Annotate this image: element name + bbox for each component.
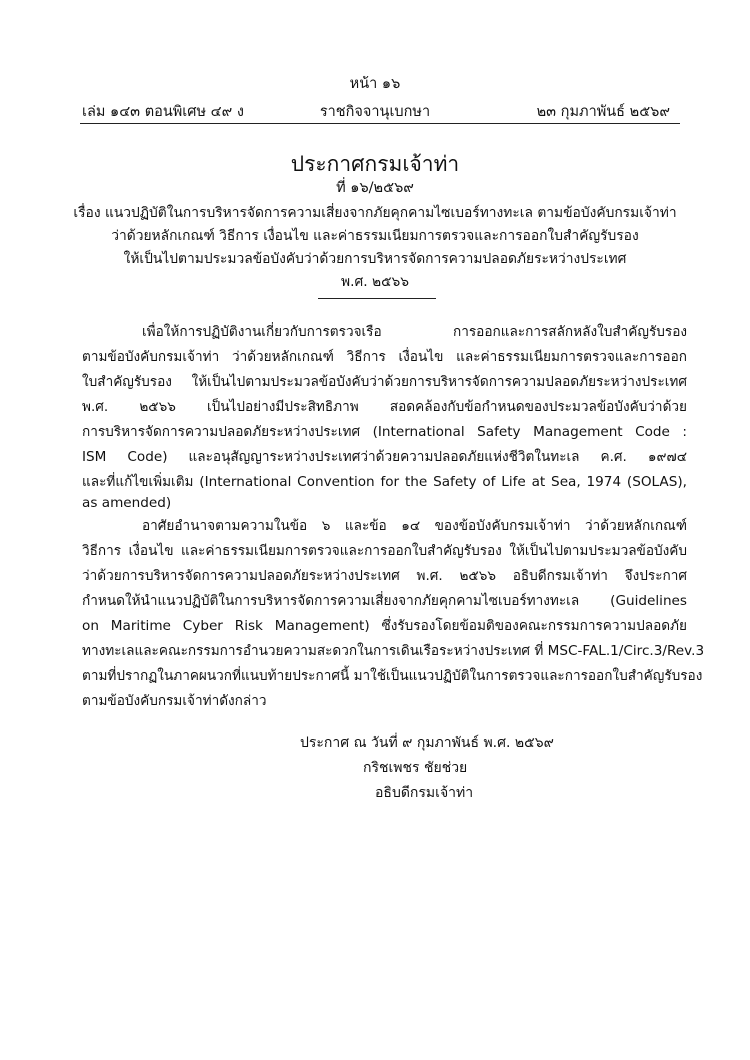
- text-line: ว่าด้วยการบริหารจัดการความปลอดภัยระหว่างประเทศ พ.ศ. ๒๕๖๖ อธิบดีกรมเจ้าท่า จึงประกาศ: [82, 568, 687, 584]
- announcement-number: ที่ ๑๖/๒๕๖๙: [336, 180, 414, 196]
- text-line: ใบสำคัญรับรอง ให้เป็นไปตามประมวลข้อบังคับว่าด้วยการบริหารจัดการความปลอดภัยระหว่างประเทศ: [82, 374, 687, 390]
- gazette-volume: เล่ม ๑๔๓ ตอนพิเศษ ๔๙ ง: [82, 104, 244, 120]
- text-line: on Maritime Cyber Risk Management) ซึ่งรับรองโดยข้อมติของคณะกรรมการความปลอดภัย: [82, 618, 687, 634]
- gazette-date: ๒๓ กุมภาพันธ์ ๒๕๖๙: [536, 104, 670, 120]
- subject-line: ว่าด้วยหลักเกณฑ์ วิธีการ เงื่อนไข และค่าธรรมเนียมการตรวจและการออกใบสำคัญรับรอง: [111, 228, 639, 244]
- text-line: ทางทะเลและคณะกรรมการอำนวยความสะดวกในการเดินเรือระหว่างประเทศ ที่ MSC-FAL.1/Circ.3/Rev.3: [82, 643, 705, 659]
- text-line: กำหนดให้นำแนวปฏิบัติในการบริหารจัดการความเสี่ยงจากภัยคุกคามไซเบอร์ทางทะเล (Guidelines: [82, 593, 687, 609]
- text-line: การบริหารจัดการความปลอดภัยระหว่างประเทศ (International Safety Management Code :: [82, 424, 687, 440]
- header-divider: [80, 123, 680, 124]
- text-line: วิธีการ เงื่อนไข และค่าธรรมเนียมการตรวจและการออกใบสำคัญรับรอง ให้เป็นไปตามประมวลข้อบังคับ: [82, 543, 687, 559]
- signatory-name: กริชเพชร ชัยช่วย: [363, 760, 468, 776]
- text-line: และที่แก้ไขเพิ่มเติม (International Convention for the Safety of Life at Sea, 1974 (SOLAS),: [82, 474, 687, 490]
- subject-line: เรื่อง แนวปฏิบัติในการบริหารจัดการความเสี่ยงจากภัยคุกคามไซเบอร์ทางทะเล ตามข้อบังคับกรมเจ้าท่า: [73, 205, 677, 221]
- text-line: พ.ศ. ๒๕๖๖ เป็นไปอย่างมีประสิทธิภาพ สอดคล้องกับข้อกำหนดของประมวลข้อบังคับว่าด้วย: [82, 399, 687, 415]
- announcement-title: ประกาศกรมเจ้าท่า: [290, 152, 460, 176]
- gazette-name: ราชกิจจานุเบกษา: [319, 104, 431, 120]
- text-line: as amended): [82, 495, 172, 511]
- text-line: ตามข้อบังคับกรมเจ้าท่าดังกล่าว: [82, 693, 267, 709]
- subject-line: ให้เป็นไปตามประมวลข้อบังคับว่าด้วยการบริหารจัดการความปลอดภัยระหว่างประเทศ: [123, 251, 627, 267]
- title-separator: [318, 298, 436, 299]
- text-line: เพื่อให้การปฏิบัติงานเกี่ยวกับการตรวจเรือ การออกและการสลักหลังใบสำคัญรับรอง: [142, 324, 687, 340]
- page-number: หน้า ๑๖: [349, 76, 401, 92]
- announcement-date: ประกาศ ณ วันที่ ๙ กุมภาพันธ์ พ.ศ. ๒๕๖๙: [300, 735, 554, 751]
- subject-line: พ.ศ. ๒๕๖๖: [340, 274, 410, 290]
- text-line: ตามข้อบังคับกรมเจ้าท่า ว่าด้วยหลักเกณฑ์ วิธีการ เงื่อนไข และค่าธรรมเนียมการตรวจและการออก: [82, 349, 687, 365]
- text-line: ตามที่ปรากฏในภาคผนวกที่แนบท้ายประกาศนี้ มาใช้เป็นแนวปฏิบัติในการตรวจและการออกใบสำคัญรับรอง: [82, 668, 703, 684]
- text-line: อาศัยอำนาจตามความในข้อ ๖ และข้อ ๑๔ ของข้อบังคับกรมเจ้าท่า ว่าด้วยหลักเกณฑ์: [142, 518, 687, 534]
- text-line: ISM Code) และอนุสัญญาระหว่างประเทศว่าด้วยความปลอดภัยแห่งชีวิตในทะเล ค.ศ. ๑๙๗๔: [82, 449, 687, 465]
- signatory-position: อธิบดีกรมเจ้าท่า: [375, 785, 474, 801]
